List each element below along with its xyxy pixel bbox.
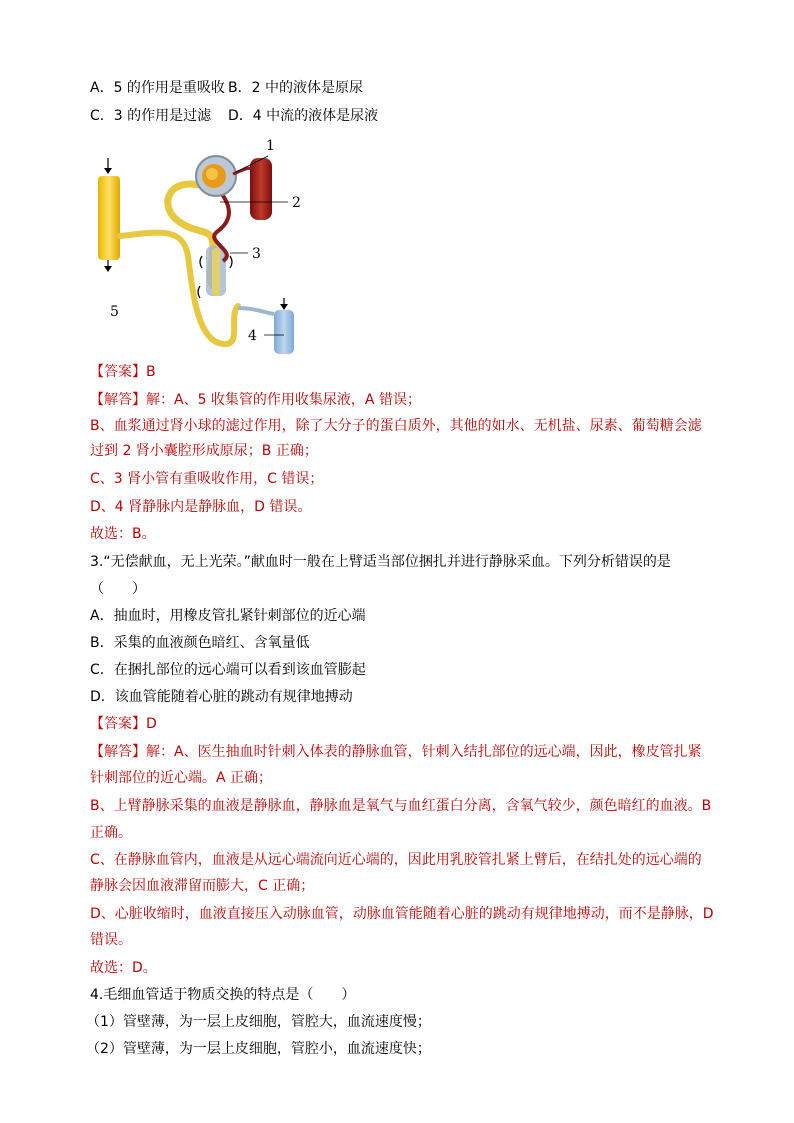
q2-option-a: A．5 的作用是重吸收 [90, 80, 225, 96]
label-1: 1 [266, 138, 275, 154]
q2-conclusion: 故选：B。 [90, 526, 156, 542]
q3-analysis-line: B、上臂静脉采集的血液是静脉血，静脉血是氧气与血红蛋白分离，含氧气较少，颜色暗红的血液。B [90, 798, 712, 814]
q4-item: （1）管壁薄，为一层上皮细胞，管腔大，血流速度慢； [86, 1014, 431, 1030]
q3-stem: 3.“无偿献血，无上光荣。”献血时一般在上臂适当部位捆扎并进行静脉采血。下列分析错误的是 [90, 554, 671, 570]
q3-option-b: B．采集的血液颜色暗红、含氧量低 [90, 635, 310, 651]
q3-analysis-line: 针刺部位的近心端。A 正确； [90, 770, 273, 786]
q2-option-b: B．2 中的液体是原尿 [228, 80, 363, 96]
label-4: 4 [248, 328, 257, 344]
q2-options-row1 [90, 78, 363, 98]
renal-vein [238, 298, 294, 354]
q3-analysis-line: 错误。 [90, 932, 132, 948]
q3-analysis-line: 正确。 [90, 825, 132, 841]
q3-answer: 【答案】D [90, 716, 157, 732]
q2-option-c: C．3 的作用是过滤 [90, 108, 212, 124]
q3-option-c: C．在捆扎部位的远心端可以看到该血管膨起 [90, 662, 366, 678]
q2-answer: 【答案】B [90, 364, 156, 380]
blood-vessel-2 [250, 158, 272, 220]
label-2: 2 [292, 195, 301, 211]
q4-stem: 4.毛细血管适于物质交换的特点是（ ） [90, 987, 356, 1003]
glomerulus [196, 156, 236, 196]
q2-analysis-line: B、血浆通过肾小球的滤过作用，除了大分子的蛋白质外，其他的如水、无机盐、尿素、葡萄糖会滤 [90, 418, 702, 434]
q2-option-d: D．4 中流的液体是尿液 [228, 108, 379, 124]
q3-stem-bracket: （ ） [90, 581, 146, 597]
q3-analysis-line: 【解答】解：A、医生抽血时针刺入体表的静脉血管，针刺入结扎部位的远心端，因此，橡皮管扎紧 [90, 744, 702, 760]
q2-options-row2 [90, 106, 378, 126]
q3-option-a: A．抽血时，用橡皮管扎紧针刺部位的近心端 [90, 608, 366, 624]
q3-conclusion: 故选：D。 [90, 960, 157, 976]
q3-analysis-line: C、在静脉血管内，血液是从远心端流向近心端的，因此用乳胶管扎紧上臂后，在结扎处的远心端的 [90, 852, 702, 868]
q2-analysis-line: 【解答】解：A、5 收集管的作用收集尿液，A 错误； [90, 392, 421, 408]
q2-analysis-line: D、4 肾静脉内是静脉血，D 错误。 [90, 499, 312, 515]
q2-analysis-line: C、3 肾小管有重吸收作用，C 错误； [90, 471, 324, 487]
q3-analysis-line: D、心脏收缩时，血液直接压入动脉血管，动脉血管能随着心脏的跳动有规律地搏动，而不是静脉，D [90, 906, 714, 922]
label-5: 5 [110, 304, 119, 320]
q2-analysis-line: 过到 2 肾小囊腔形成原尿；B 正确； [90, 443, 318, 459]
q3-analysis-line: 静脉会因血液滞留而膨大，C 正确； [90, 878, 315, 894]
q3-option-d: D．该血管能随着心脏的跳动有规律地搏动 [90, 689, 353, 705]
nephron-diagram [88, 136, 318, 358]
collecting-duct [98, 158, 120, 272]
label-3: 3 [252, 246, 261, 262]
q4-item: （2）管壁薄，为一层上皮细胞，管腔小，血流速度快； [86, 1041, 431, 1057]
